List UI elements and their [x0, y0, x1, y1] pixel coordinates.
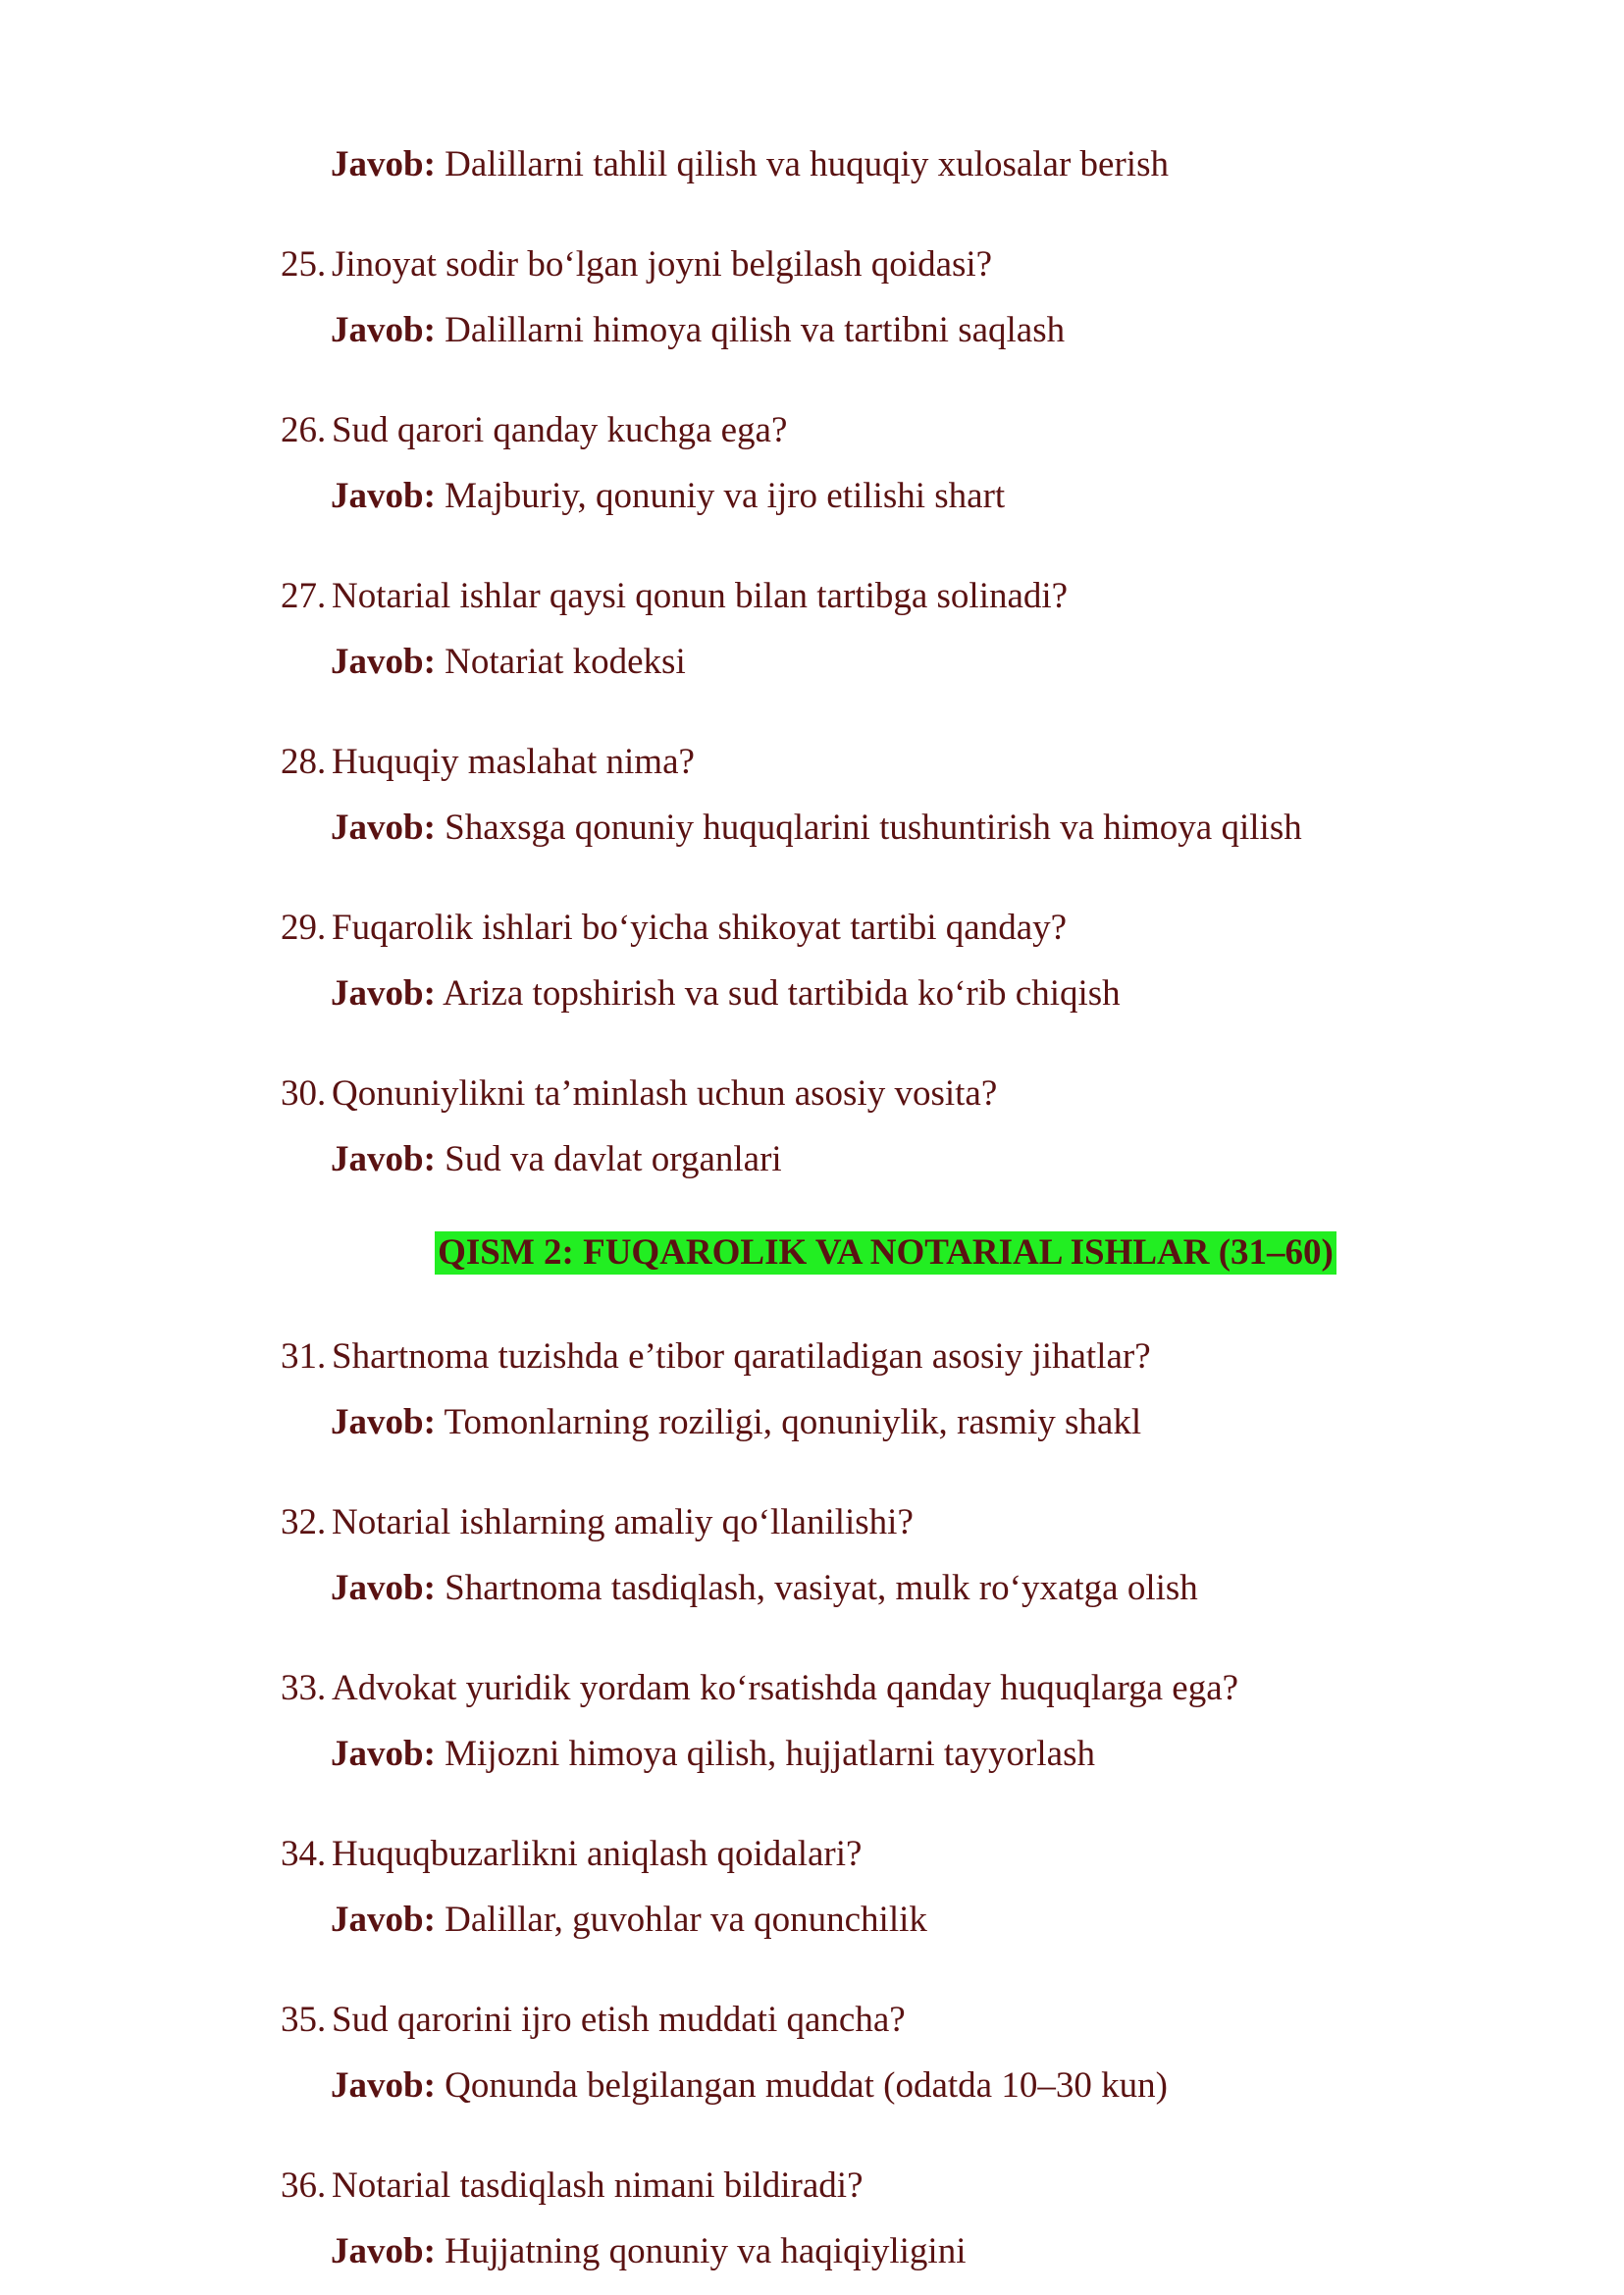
question-line	[281, 1833, 862, 1876]
question-text: Huquqbuzarlikni aniqlash qoidalari?	[332, 1834, 863, 1874]
question-line	[281, 2165, 864, 2208]
section-heading	[0, 1231, 1624, 1275]
question-line	[281, 243, 992, 287]
question-line	[281, 1999, 906, 2042]
question-line	[281, 907, 1067, 950]
answer-label: Javob:	[331, 2065, 436, 2106]
answer-label: Javob:	[331, 1402, 436, 1442]
answer-line	[331, 475, 1005, 518]
question-line	[281, 1072, 997, 1116]
question-number: 26.	[281, 410, 327, 450]
question-line	[281, 741, 695, 784]
answer-label: Javob:	[331, 310, 436, 350]
answer-text: Ariza topshirish va sud tartibida ko‘rib chiqish	[443, 973, 1121, 1014]
answer-line	[331, 972, 1121, 1016]
question-text: Notarial tasdiqlash nimani bildiradi?	[332, 2165, 864, 2206]
question-text: Advokat yuridik yordam ko‘rsatishda qanday huquqlarga ega?	[332, 1668, 1239, 1708]
question-number: 30.	[281, 1073, 327, 1114]
answer-text: Hujjatning qonuniy va haqiqiyligini	[445, 2231, 967, 2271]
question-text: Sud qarori qanday kuchga ega?	[332, 410, 788, 450]
question-number: 34.	[281, 1834, 327, 1874]
answer-line-top	[331, 143, 1169, 186]
question-line	[281, 1335, 1151, 1379]
question-number: 33.	[281, 1668, 327, 1708]
question-number: 28.	[281, 742, 327, 782]
answer-line	[331, 1733, 1095, 1776]
question-text: Shartnoma tuzishda e’tibor qaratiladigan asosiy jihatlar?	[332, 1336, 1151, 1377]
answer-text: Shartnoma tasdiqlash, vasiyat, mulk ro‘yxatga olish	[445, 1568, 1198, 1608]
answer-line	[331, 1138, 782, 1181]
answer-label: Javob:	[331, 808, 436, 848]
answer-text: Dalillar, guvohlar va qonunchilik	[445, 1900, 927, 1940]
answer-text: Notariat kodeksi	[445, 642, 686, 682]
question-line	[281, 575, 1068, 618]
answer-label: Javob:	[331, 2231, 436, 2271]
answer-line	[331, 2064, 1168, 2108]
question-number: 29.	[281, 908, 327, 948]
question-number: 31.	[281, 1336, 327, 1377]
answer-label: Javob:	[331, 1734, 436, 1774]
question-number: 35.	[281, 2000, 327, 2040]
answer-label: Javob:	[331, 1900, 436, 1940]
question-line	[281, 409, 787, 452]
question-text: Notarial ishlar qaysi qonun bilan tartibga solinadi?	[332, 576, 1069, 616]
answer-label: Javob:	[331, 1139, 436, 1179]
answer-text: Shaxsga qonuniy huquqlarini tushuntirish va himoya qilish	[445, 808, 1302, 848]
answer-line	[331, 1401, 1141, 1444]
answer-text: Dalillarni himoya qilish va tartibni saqlash	[445, 310, 1066, 350]
answer-label: Javob:	[331, 642, 436, 682]
answer-text: Majburiy, qonuniy va ijro etilishi shart	[445, 476, 1006, 516]
answer-line	[331, 807, 1302, 850]
question-text: Huquqiy maslahat nima?	[332, 742, 695, 782]
answer-label: Javob:	[331, 973, 436, 1014]
answer-text: Dalillarni tahlil qilish va huquqiy xulosalar berish	[445, 144, 1169, 184]
question-number: 25.	[281, 244, 327, 285]
answer-line	[331, 309, 1065, 352]
answer-line	[331, 1567, 1198, 1610]
question-number: 36.	[281, 2165, 327, 2206]
question-text: Jinoyat sodir bo‘lgan joyni belgilash qoidasi?	[332, 244, 993, 285]
question-number: 27.	[281, 576, 327, 616]
answer-text: Tomonlarning roziligi, qonuniylik, rasmiy shakl	[444, 1402, 1142, 1442]
answer-label: Javob:	[331, 1568, 436, 1608]
question-text: Fuqarolik ishlari bo‘yicha shikoyat tartibi qanday?	[332, 908, 1068, 948]
answer-label: Javob:	[331, 476, 436, 516]
section-heading-text: QISM 2: FUQAROLIK VA NOTARIAL ISHLAR (31–60)	[435, 1231, 1336, 1275]
answer-text: Sud va davlat organlari	[445, 1139, 782, 1179]
question-text: Qonuniylikni ta’minlash uchun asosiy vosita?	[332, 1073, 998, 1114]
question-text: Notarial ishlarning amaliy qo‘llanilishi?	[332, 1502, 914, 1542]
question-number: 32.	[281, 1502, 327, 1542]
answer-line	[331, 641, 686, 684]
question-text: Sud qarorini ijro etish muddati qancha?	[332, 2000, 906, 2040]
question-line	[281, 1667, 1238, 1710]
answer-line	[331, 1899, 927, 1942]
answer-label: Javob:	[331, 144, 436, 184]
question-line	[281, 1501, 914, 1544]
answer-text: Mijozni himoya qilish, hujjatlarni tayyorlash	[445, 1734, 1095, 1774]
answer-line	[331, 2230, 966, 2273]
answer-text: Qonunda belgilangan muddat (odatda 10–30 kun)	[445, 2065, 1168, 2106]
